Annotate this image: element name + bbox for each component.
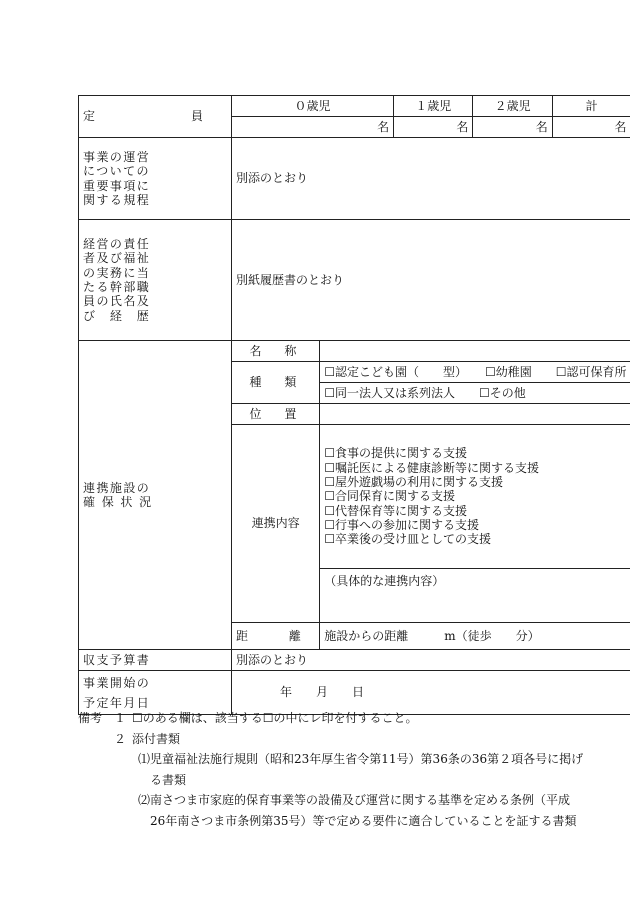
partner-location-input[interactable] [320,404,630,425]
header-age1: １歳児 [394,96,473,117]
sub2-number: ⑵ [138,793,151,807]
partner-specific-label: （具体的な連携内容） [320,569,630,593]
sub1-line2: る書類 [150,772,187,787]
content-item[interactable]: ☐合同保育に関する支援 [324,489,455,504]
note-2-number: ２ [113,731,126,746]
notes-title: 備考 [78,711,103,725]
application-form-table [78,95,630,715]
note-2-sub2 [78,790,577,831]
sub1-number: ⑴ [138,752,151,766]
content-item[interactable]: ☐食事の提供に関する支援 [324,446,467,461]
staff-label: 経営の責任 者及び福祉 の実務に当 たる幹部職 員の氏名及 び 経 歴 [79,220,232,341]
partner-name-input[interactable] [320,341,630,362]
partner-distance-value[interactable]: 施設からの距離 m（徒歩 分） [320,623,630,650]
notes-section [78,708,584,831]
sub1-line1: 児童福祉法施行規則（昭和23年厚生省令第11号）第36条の36第２項各号に掲げ [150,752,584,766]
partner-specific-input[interactable] [320,593,630,623]
capacity-age0-cell[interactable]: 名 [232,117,394,138]
partner-location-label: 位 置 [232,404,320,425]
capacity-age1-cell[interactable]: 名 [394,117,473,138]
partner-type-label: 種 類 [232,362,320,404]
header-age0: ０歳児 [232,96,394,117]
rules-label: 事業の運営 についての 重要事項に 関する規程 [79,138,232,220]
budget-value[interactable]: 別添のとおり [232,650,630,671]
note-2-sub1 [78,749,584,790]
header-total: 計 [552,96,630,117]
note-2-text: 添付書類 [132,731,181,746]
note-1 [78,708,558,729]
partner-distance-label: 距 離 [232,623,320,650]
partner-type-options-2[interactable]: ☐同一法人又は系列法人 ☐その他 [320,383,630,404]
capacity-age2-cell[interactable]: 名 [473,117,552,138]
capacity-label: 定 員 [79,96,232,138]
partner-content-checklist[interactable] [320,425,630,569]
start-date-label: 事業開始の 予定年月日 [79,671,232,715]
rules-value[interactable]: 別添のとおり [232,138,630,220]
content-item[interactable]: ☐屋外遊戯場の利用に関する支援 [324,474,503,489]
budget-label: 収支予算書 [79,650,232,671]
partner-content-label: 連携内容 [232,425,320,623]
content-item[interactable]: ☐嘱託医による健康診断等に関する支援 [324,460,539,475]
note-1-number: １ [113,711,126,725]
header-age2: ２歳児 [473,96,552,117]
start-date-value[interactable]: 年 月 日 [232,671,630,715]
content-item[interactable]: ☐代替保育等に関する支援 [324,503,467,518]
content-item[interactable]: ☐卒業後の受け皿としての支援 [324,532,491,547]
partner-label: 連携施設の 確 保 状 況 [79,341,232,650]
staff-value[interactable]: 別紙履歴書のとおり [232,220,630,341]
note-1-text: ☐のある欄は、該当する☐の中にレ印を付すること。 [132,711,418,725]
sub2-line2: 26年南さつま市条例第35号）等で定める要件に適合していることを証する書類 [150,813,577,828]
partner-name-label: 名 称 [232,341,320,362]
content-item[interactable]: ☐行事への参加に関する支援 [324,518,479,533]
sub2-line1: 南さつま市家庭的保育事業等の設備及び運営に関する基準を定める条例（平成 [150,793,571,807]
note-2 [78,729,558,750]
capacity-total-cell[interactable]: 名 [552,117,630,138]
partner-type-options-1[interactable]: ☐認定こども園（ 型） ☐幼稚園 ☐認可保育所 [320,362,630,383]
